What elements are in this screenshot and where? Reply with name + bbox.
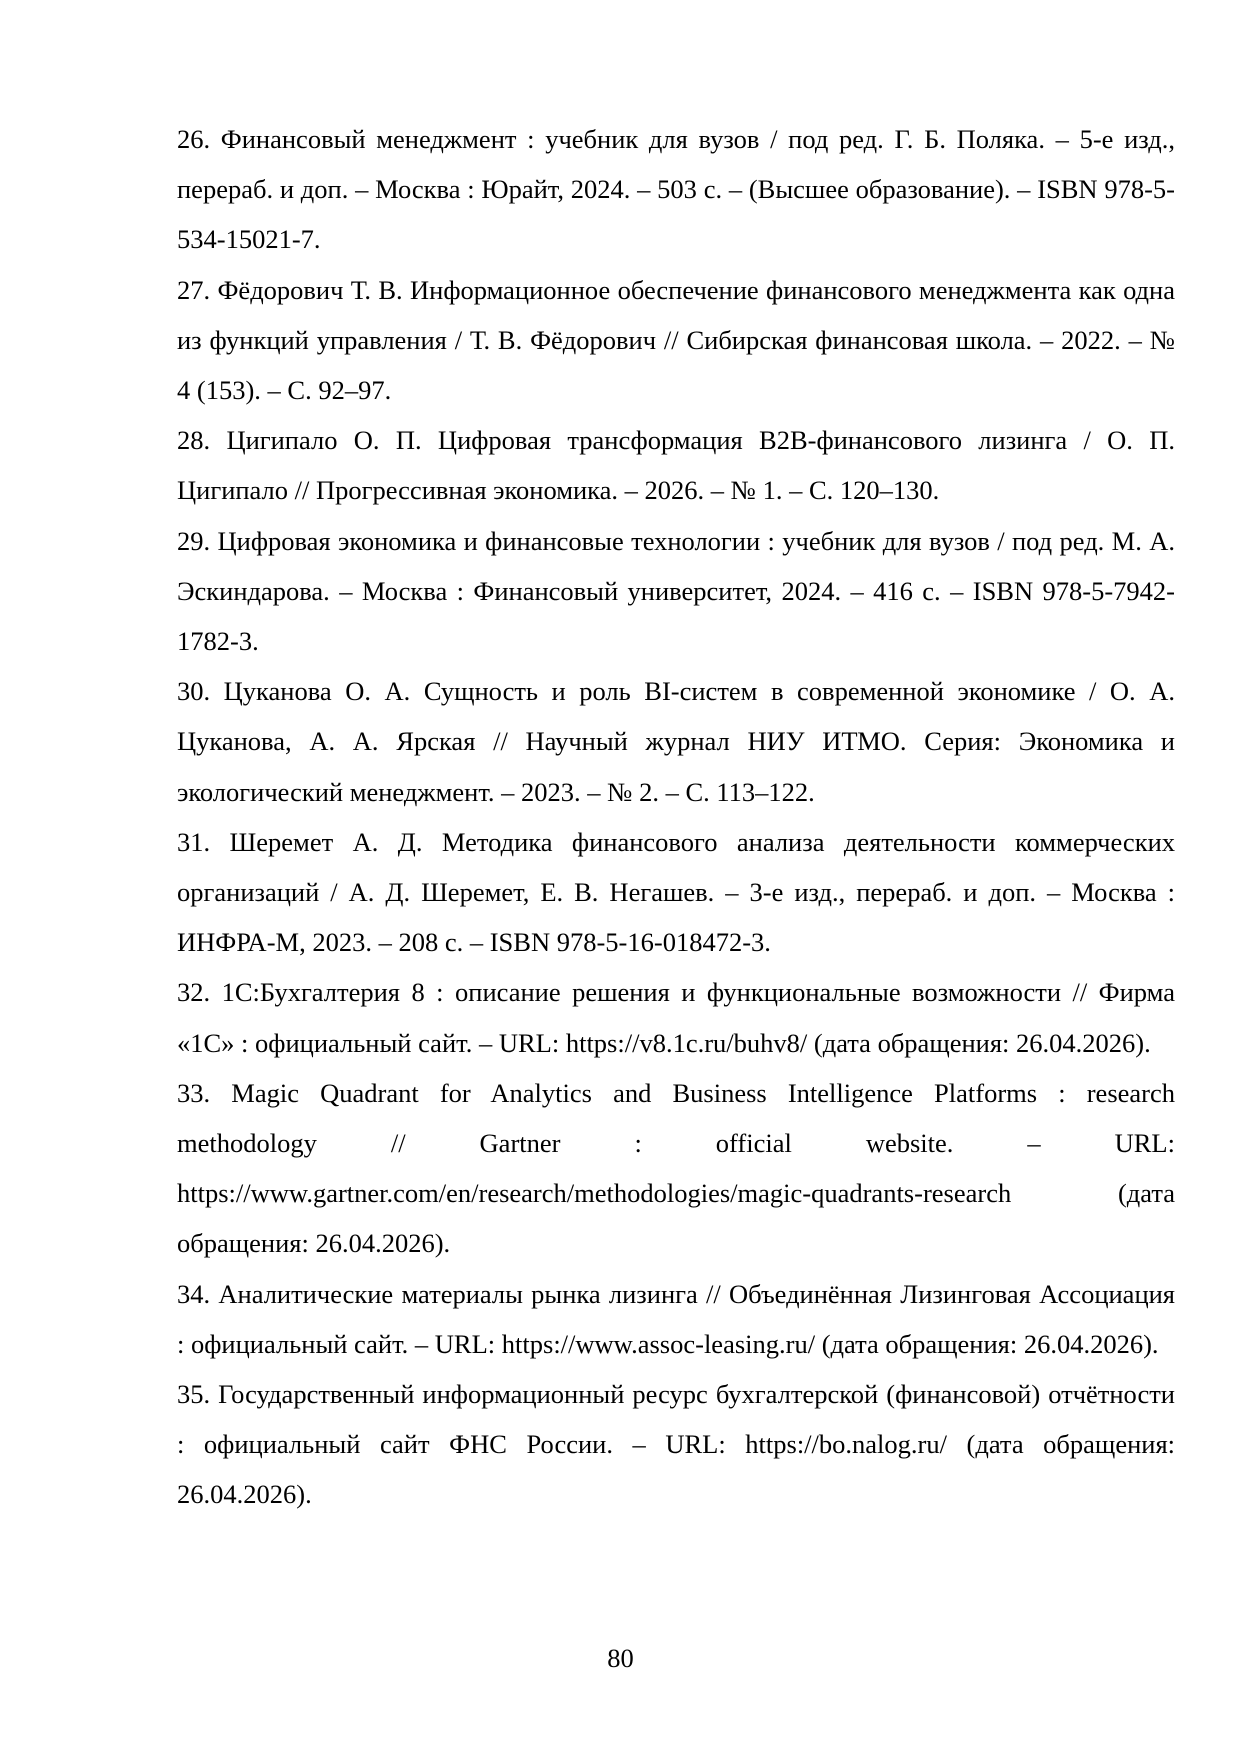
reference-item-32: 32. 1С:Бухгалтерия 8 : описание решения и функциональные возможности // Фирма «1С» : официальный сайт. – URL: https://v8.1c.ru/buhv8/ (дата обращения: 26.04.2026). [177,977,1175,1058]
reference-item-28: 28. Цигипало О. П. Цифровая трансформация B2B-финансового лизинга / О. П. Цигипало // Прогрессивная экономика. – 2026. – № 1. – С. 120–130. [177,425,1175,506]
reference-item-26: 26. Финансовый менеджмент : учебник для вузов / под ред. Г. Б. Поляка. – 5-е изд., перераб. и доп. – Москва : Юрайт, 2024. – 503 с. – (Высшее образование). – ISBN 978-5-534-15021-7. [177,124,1175,255]
reference-item-33: 33. Magic Quadrant for Analytics and Business Intelligence Platforms : research methodology // Gartner : official website. – URL: https://www.gartner.com/en/research/methodologies/magic-quadrants-research (дата обращения: 26.04.2026). [177,1077,1175,1259]
page-number: 80 [607,1643,634,1673]
reference-item-27: 27. Фёдорович Т. В. Информационное обеспечение финансового менеджмента как одна из функций управления / Т. В. Фёдорович // Сибирская финансовая школа. – 2022. – № 4 (153). – С. 92–97. [177,274,1175,406]
reference-item-35: 35. Государственный информационный ресурс бухгалтерской (финансовой) отчётности : официальный сайт ФНС России. – URL: https://bo.nalog.ru/ (дата обращения: 26.04.2026). [177,1379,1175,1510]
reference-item-30: 30. Цуканова О. А. Сущность и роль BI-систем в современной экономике / О. А. Цуканова, А. А. Ярская // Научный журнал НИУ ИТМО. Серия: Экономика и экологический менеджмент. – 2023. – № 2. – С. 113–122. [177,676,1175,807]
reference-item-29: 29. Цифровая экономика и финансовые технологии : учебник для вузов / под ред. М. А. Эскиндарова. – Москва : Финансовый университет, 2024. – 416 с. – ISBN 978-5-7942-1782-3. [177,525,1175,657]
reference-item-31: 31. Шеремет А. Д. Методика финансового анализа деятельности коммерческих организаций / А. Д. Шеремет, Е. В. Негашев. – 3-е изд., перераб. и доп. – Москва : ИНФРА-М, 2023. – 208 с. – ISBN 978-5-16-018472-3. [177,826,1175,958]
reference-item-34: 34. Аналитические материалы рынка лизинга // Объединённая Лизинговая Ассоциация : официальный сайт. – URL: https://www.assoc-leasing.ru/ (дата обращения: 26.04.2026). [177,1278,1175,1359]
reference-list [177,114,1175,1520]
